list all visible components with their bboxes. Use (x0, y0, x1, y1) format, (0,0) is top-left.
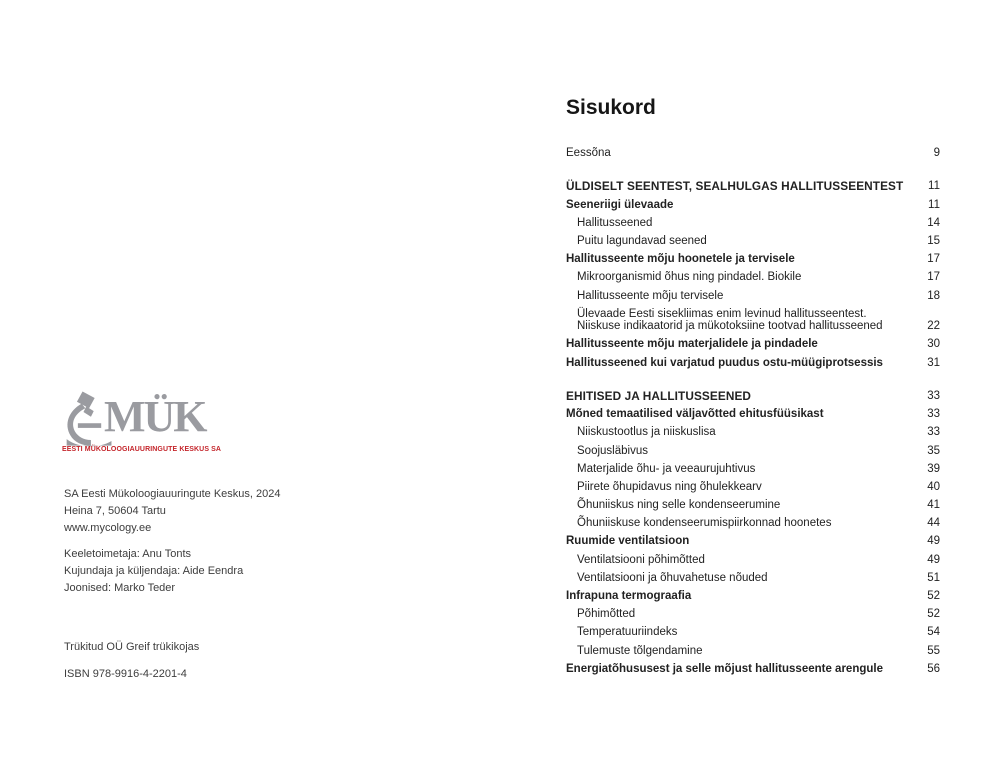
imprint-line: Heina 7, 50604 Tartu (64, 505, 166, 517)
imprint-group (64, 486, 364, 537)
toc-entry-page: 14 (927, 216, 940, 229)
toc-entry-title: Piirete õhupidavus ning õhulekkearv (577, 480, 762, 493)
toc-entry-page: 49 (927, 535, 940, 548)
toc-entry-title: Mikroorganismid õhus ning pindadel. Biokile (577, 271, 802, 284)
toc-entry-page: 30 (927, 338, 940, 351)
toc-entry (566, 408, 940, 421)
toc-entry-title: Energiatõhususest ja selle mõjust hallitusseente arengule (566, 662, 883, 675)
toc-entry-page: 56 (927, 662, 940, 675)
toc-entry-title: Hallitusseente mõju tervisele (577, 289, 724, 302)
toc-entry (566, 517, 940, 530)
toc-entry-page: 44 (927, 517, 940, 530)
toc-entry-page: 49 (927, 553, 940, 566)
toc-entry (566, 608, 940, 621)
toc-entry (566, 535, 940, 548)
toc-entry-title: Ventilatsiooni ja õhuvahetuse nõuded (577, 571, 768, 584)
imprint-line: ISBN 978-9916-4-2201-4 (64, 668, 187, 680)
toc-entry-page: 41 (927, 499, 940, 512)
toc-entry-title: Ruumide ventilatsioon (566, 535, 690, 548)
toc-entry (566, 663, 940, 676)
toc-entry-title: Temperatuuriindeks (577, 626, 678, 639)
toc-entry (566, 338, 940, 351)
toc-entry-title: Õhuniiskus ning selle kondenseerumine (577, 499, 781, 512)
toc-entry-page: 52 (927, 590, 940, 602)
toc-entry-page: 33 (927, 426, 940, 439)
toc-entry (566, 481, 940, 494)
toc-entry-title: Puitu lagundavad seened (577, 234, 707, 247)
toc-entry-title: Infrapuna termograafia (566, 590, 692, 602)
toc-entry-page: 33 (927, 408, 940, 421)
emuk-logo (62, 389, 222, 457)
toc-entry-title: Ülevaade Eesti sisekliimas enim levinud hallitusseentest. Niiskuse indikaatorid ja mükotoksiine tootvad hallitusseened (577, 307, 883, 333)
toc-entry-page: 11 (928, 180, 940, 193)
toc-entry-page: 51 (927, 571, 940, 584)
toc-entry-page: 52 (927, 608, 940, 621)
toc-entry-title: Mõned temaatilised väljavõtted ehitusfüüsikast (566, 408, 824, 421)
toc-entry (566, 572, 940, 585)
toc-entry-title: Õhuniiskuse kondenseerumispiirkonnad hoonetes (577, 517, 832, 530)
toc-entry-title: Hallitusseened (577, 216, 653, 229)
imprint (64, 486, 364, 683)
toc-list (566, 147, 940, 681)
toc-entry (566, 308, 940, 333)
imprint-line: www.mycology.ee (64, 522, 152, 534)
toc-entry-title: Tulemuste tõlgendamine (577, 644, 703, 657)
toc-entry-page: 31 (927, 356, 940, 369)
toc-entry-page: 11 (928, 198, 940, 211)
imprint-line: Keeletoimetaja: Anu Tonts (64, 548, 191, 560)
toc-entry-title: Eessõna (566, 147, 611, 159)
toc-entry-page: 35 (927, 444, 940, 457)
toc-entry (566, 253, 940, 266)
imprint-group (64, 666, 364, 683)
toc-entry-page: 17 (927, 253, 940, 266)
imprint-line: SA Eesti Mükoloogiauuringute Keskus, 2024 (64, 488, 281, 500)
toc-entry (566, 357, 940, 370)
page-title: Sisukord (566, 96, 656, 119)
logo-wordmark: MÜK (104, 392, 206, 441)
toc-entry-page: 9 (933, 147, 940, 159)
toc-entry-page: 17 (927, 271, 940, 284)
toc-entry-page: 40 (927, 480, 940, 493)
imprint-line: Trükitud OÜ Greif trükikojas (64, 641, 200, 653)
imprint-line: Kujundaja ja küljendaja: Aide Eendra (64, 565, 244, 577)
toc-entry (566, 626, 940, 639)
toc-entry (566, 199, 940, 212)
toc-entry-title: Hallitusseente mõju hoonetele ja tervisele (566, 253, 795, 266)
toc-entry (566, 147, 940, 160)
toc-entry (566, 390, 940, 403)
imprint-group (64, 639, 364, 656)
toc-entry-title: Hallitusseente mõju materjalidele ja pindadele (566, 338, 818, 351)
toc-entry (566, 463, 940, 476)
toc-entry (566, 235, 940, 248)
toc-entry (566, 426, 940, 439)
toc-entry (566, 645, 940, 658)
toc-entry-title: Ventilatsiooni põhimõtted (577, 553, 705, 566)
toc-entry-page: 33 (927, 389, 940, 402)
toc-entry-title: Põhimõtted (577, 608, 636, 621)
toc-entry (566, 590, 940, 603)
toc-entry (566, 554, 940, 567)
toc-entry-page: 55 (927, 644, 940, 657)
toc-entry-page: 15 (927, 234, 940, 247)
toc-entry (566, 499, 940, 512)
toc-entry (566, 217, 940, 230)
toc-entry-page: 54 (927, 626, 940, 639)
toc-entry-page: 18 (927, 289, 940, 302)
toc-entry (566, 445, 940, 458)
toc-entry (566, 271, 940, 284)
toc-entry-title: Seeneriigi ülevaade (566, 198, 674, 211)
toc-entry (566, 290, 940, 303)
toc-entry-title: Soojusläbivus (577, 444, 648, 457)
imprint-line: Joonised: Marko Teder (64, 582, 176, 594)
toc-entry (566, 180, 940, 193)
logo-caption: EESTI MÜKOLOOGIAUURINGUTE KESKUS SA (62, 446, 222, 453)
toc-entry-title: EHITISED JA HALLITUSSEENED (566, 388, 752, 403)
toc-entry-page: 39 (927, 462, 940, 475)
toc-entry-title: ÜLDISELT SEENTEST, SEALHULGAS HALLITUSSEENTEST (566, 179, 904, 194)
imprint-group (64, 546, 364, 597)
toc-entry-page: 22 (927, 320, 940, 333)
toc-entry-title: Hallitusseened kui varjatud puudus ostu-müügiprotsessis (566, 356, 883, 369)
toc-entry-title: Materjalide õhu- ja veeaurujuhtivus (577, 462, 756, 475)
toc-entry-title: Niiskustootlus ja niiskuslisa (577, 426, 716, 439)
